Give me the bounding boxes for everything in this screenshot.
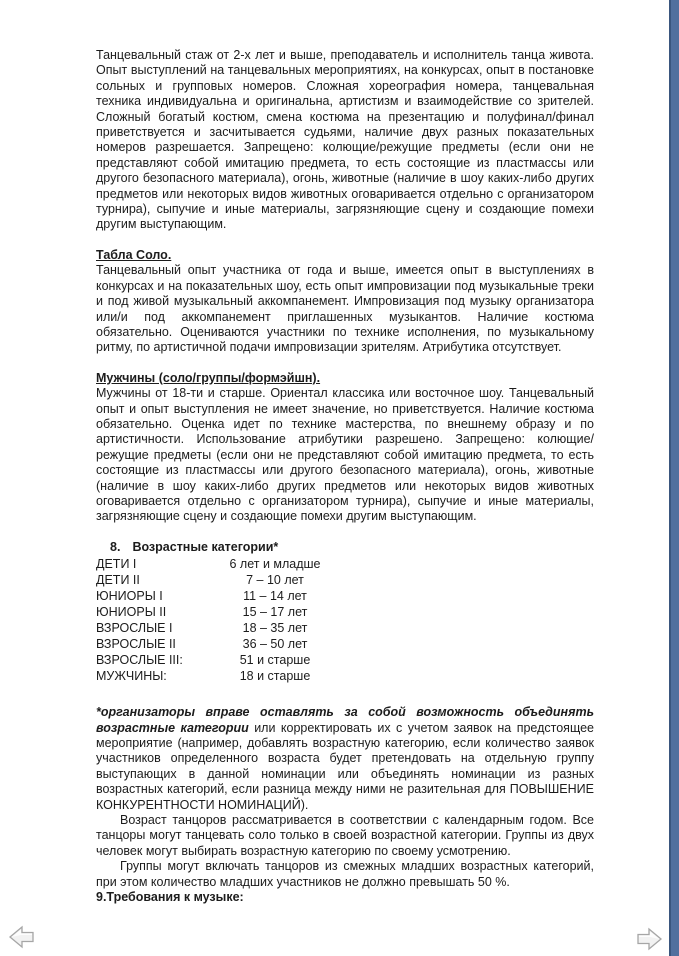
age-category-value: 11 – 14 лет <box>243 589 307 604</box>
window-edge-bar <box>669 0 679 956</box>
table-row <box>96 572 594 588</box>
age-category-value: 18 – 35 лет <box>242 621 308 636</box>
right-arrow-icon <box>635 926 663 952</box>
age-category-value: 36 – 50 лет <box>242 637 308 652</box>
organizer-note-paragraph <box>96 705 594 813</box>
age-categories-heading <box>96 540 594 555</box>
age-category-label: ДЕТИ II <box>96 573 140 588</box>
age-category-value: 6 лет и младше <box>229 557 321 572</box>
age-category-label: ВЗРОСЛЫЕ I <box>96 621 173 636</box>
age-categories-table <box>96 556 594 684</box>
left-arrow-icon <box>8 924 36 950</box>
tabla-solo-paragraph: Танцевальный опыт участника от года и выше, имеется опыт в выступлениях в конкурсах и на показательных шоу, есть опыт импровизации под музыкальные треки и под живой музыкальный аккомпанемент. Импровизация под музыку организатора или/и под аккомпанемент приглашенных музыкантов. Наличие костюма обязательно. Оцениваются участники по технике исполнения, по музыкальному ритму, по артистичной подачи импровизации зрителям. Атрибутика отсутствует. <box>96 263 594 355</box>
table-row <box>96 620 594 636</box>
men-paragraph: Мужчины от 18-ти и старше. Ориентал классика или восточное шоу. Танцевальный опыт и опыт выступления не имеет значение, но приветствуется. Наличие костюма обязательно. Оценка идет по технике мастерства, по внешнему образу и по артистичности. Использование атрибутики разрешено. Запрещено: колющие/режущие предметы (если они не представляют собой имитацию предмета, то есть состоящие из пластмассы или другого безопасного материала), огонь, животные (наличие в шоу каких-либо других предметов или некоторых видов животных оговаривается отдельно с организатором турнира), сыпучие и иные материалы, загрязняющие сцену и создающие помехи другим выступающим. <box>96 386 594 524</box>
table-row <box>96 556 594 572</box>
age-category-value: 18 и старше <box>239 669 311 684</box>
next-page-button[interactable] <box>635 926 663 952</box>
age-category-value: 51 и старше <box>239 653 311 668</box>
table-row <box>96 652 594 668</box>
age-category-value: 15 – 17 лет <box>242 605 308 620</box>
organizer-note-emphasis: *организаторы вправе оставлять за собой возможность объединять возрастные категории <box>96 705 594 735</box>
music-requirements-heading: 9.Требования к музыке: <box>96 890 244 905</box>
table-row <box>96 588 594 604</box>
age-rule-paragraph-2: Группы могут включать танцоров из смежных младших возрастных категорий, при этом количество младших участников не должно превышать 50 %. <box>96 859 594 889</box>
age-category-label: ЮНИОРЫ I <box>96 589 163 604</box>
tabla-solo-heading: Табла Соло. <box>96 247 172 262</box>
intro-paragraph: Танцевальный стаж от 2-х лет и выше, преподаватель и исполнитель танца живота. Опыт выступлений на танцевальных мероприятиях, на конкурсах, опыт в постановке сольных и групповых номеров. Сложная хореография номера, танцевальная техника индивидуальна и оригинальна, артистизм и взаимодействие со зрителей. Сложный богатый костюм, смена костюма на презентацию и полуфинал/финал приветствуется и засчитывается судьями, наличие двух разных показательных номеров разрешается. Запрещено: колющие/режущие предметы (если они не представляют собой имитацию предмета, то есть состоящие из пластмассы или другого безопасного материала), огонь, животные (наличие в шоу каких-либо других предметов или некоторых видов животных оговаривается отдельно с организатором турнира), сыпучие и иные материалы, загрязняющие сцену и создающие помехи другим выступающим. <box>96 48 594 232</box>
men-heading: Мужчины (соло/группы/формэйшн). <box>96 370 321 385</box>
table-row <box>96 668 594 684</box>
age-category-label: ДЕТИ I <box>96 557 137 572</box>
age-category-value: 7 – 10 лет <box>246 573 304 588</box>
table-row <box>96 604 594 620</box>
age-category-label: МУЖЧИНЫ: <box>96 669 167 684</box>
prev-page-button[interactable] <box>8 924 36 950</box>
document-content <box>96 48 594 905</box>
organizer-note-rest: или корректировать их с учетом заявок на предстоящее мероприятие (например, добавлять возрастную категорию, если количество заявок участников определенного возраста будет претендовать на отдельную группу выступающих в данной номинации или объединять номинации из разных возрастных категорий, если разница между ними не разительная для ПОВЫШЕНИЕ КОНКУРЕНТНОСТИ НОМИНАЦИЙ). <box>96 720 594 812</box>
table-row <box>96 636 594 652</box>
age-category-label: ВЗРОСЛЫЕ II <box>96 637 176 652</box>
age-categories-number: 8. <box>110 539 121 554</box>
age-categories-title: Возрастные категории* <box>132 539 279 554</box>
age-rule-paragraph-1: Возраст танцоров рассматривается в соответствии с календарным годом. Все танцоры могут танцевать соло только в своей возрастной категории. Группы из двух человек могут выбирать возрастную категорию по своему усмотрению. <box>96 813 594 858</box>
age-category-label: ЮНИОРЫ II <box>96 605 167 620</box>
age-category-label: ВЗРОСЛЫЕ III: <box>96 653 183 668</box>
